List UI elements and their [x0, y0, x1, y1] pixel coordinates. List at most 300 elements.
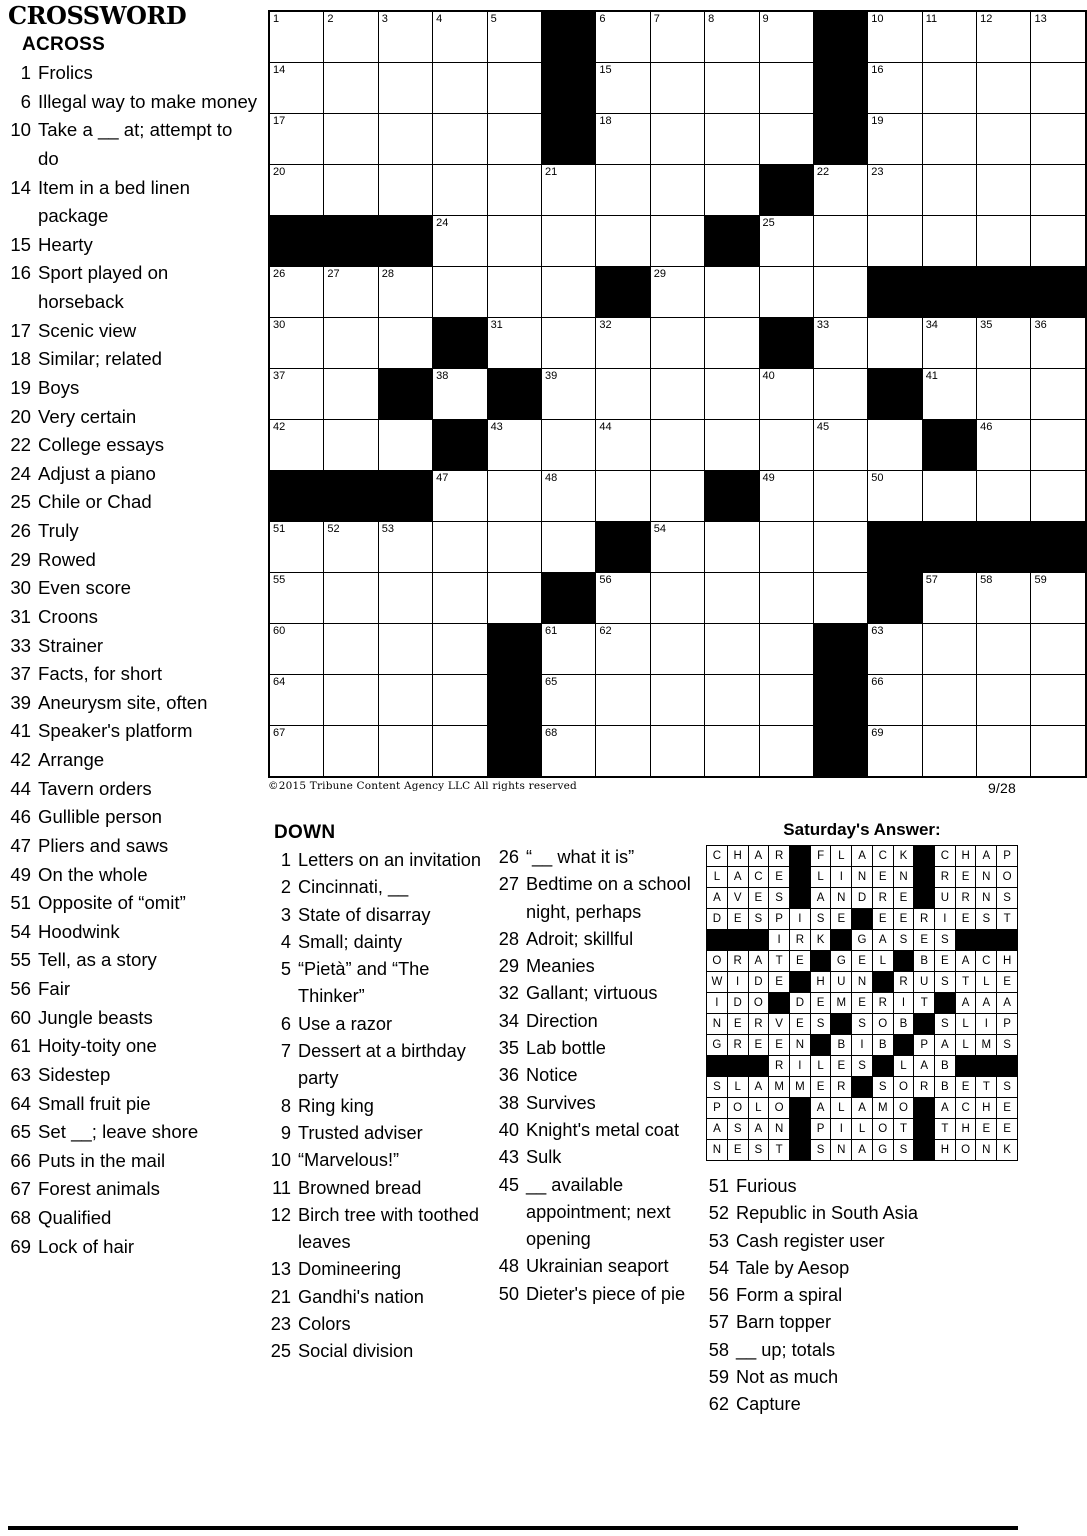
clue-text: Small; dainty: [298, 931, 403, 952]
clue-text: Birch tree with toothed leaves: [298, 1204, 479, 1253]
answer-cell: N: [831, 1140, 852, 1161]
grid-cell[interactable]: [759, 216, 813, 267]
clue-item: [706, 1228, 1018, 1255]
clue-item: [706, 1364, 1018, 1391]
grid-cell[interactable]: [922, 471, 976, 522]
grid-cell[interactable]: [378, 11, 432, 63]
grid-cell-number: 1: [273, 13, 280, 25]
clue-number: 13: [270, 1259, 291, 1280]
answer-cell: B: [935, 1077, 956, 1098]
across-clue-list: [8, 59, 258, 1261]
grid-cell[interactable]: [378, 573, 432, 624]
clue-item: [8, 59, 258, 88]
grid-cell-block: [922, 267, 976, 318]
grid-cell[interactable]: [868, 63, 922, 114]
grid-cell[interactable]: [922, 165, 976, 216]
grid-cell[interactable]: [1031, 114, 1086, 165]
clue-text: Form a spiral: [736, 1285, 843, 1306]
clue-text: Item in a bed linen package: [38, 176, 190, 227]
answer-cell: K: [810, 930, 831, 951]
answer-cell: E: [852, 951, 873, 972]
grid-cell[interactable]: [759, 420, 813, 471]
grid-row: [269, 318, 1086, 369]
grid-cell[interactable]: [650, 267, 704, 318]
answer-cell: S: [810, 1140, 831, 1161]
grid-cell[interactable]: [705, 11, 759, 63]
answer-cell: A: [707, 888, 728, 909]
grid-cell[interactable]: [977, 114, 1031, 165]
grid-cell[interactable]: [868, 318, 922, 369]
clue-number: 5: [280, 959, 291, 980]
grid-cell[interactable]: [922, 11, 976, 63]
grid-cell[interactable]: [487, 471, 541, 522]
grid-cell[interactable]: [324, 165, 378, 216]
grid-cell[interactable]: [378, 165, 432, 216]
grid-cell-number: 2: [327, 13, 334, 25]
grid-cell[interactable]: [759, 624, 813, 675]
answer-cell: O: [769, 1098, 790, 1119]
clue-number: 60: [10, 1006, 31, 1028]
grid-cell[interactable]: [269, 165, 324, 216]
grid-cell[interactable]: [977, 675, 1031, 726]
clue-text: Small fruit pie: [38, 1092, 151, 1114]
grid-cell[interactable]: [650, 522, 704, 573]
grid-cell[interactable]: [922, 624, 976, 675]
grid-cell[interactable]: [977, 165, 1031, 216]
clue-number: 26: [498, 847, 519, 867]
grid-cell[interactable]: [977, 726, 1031, 778]
grid-cell[interactable]: [487, 165, 541, 216]
grid-cell[interactable]: [433, 267, 487, 318]
grid-cell[interactable]: [650, 420, 704, 471]
grid-cell[interactable]: [922, 63, 976, 114]
grid-cell[interactable]: [269, 369, 324, 420]
grid-cell[interactable]: [705, 522, 759, 573]
answer-cell: S: [935, 972, 956, 993]
grid-cell[interactable]: [977, 318, 1031, 369]
clue-item: [268, 1093, 496, 1120]
answer-row: [707, 888, 1018, 909]
grid-cell[interactable]: [922, 726, 976, 778]
grid-cell-number: 30: [273, 319, 286, 331]
grid-cell[interactable]: [324, 267, 378, 318]
grid-cell[interactable]: [269, 573, 324, 624]
clue-text: Hearty: [38, 233, 93, 255]
grid-row: [269, 624, 1086, 675]
grid-cell[interactable]: [433, 471, 487, 522]
grid-cell[interactable]: [269, 11, 324, 63]
grid-cell[interactable]: [868, 216, 922, 267]
grid-cell-block: [868, 369, 922, 420]
grid-cell-number: 36: [1034, 319, 1047, 331]
grid-cell[interactable]: [596, 726, 650, 778]
grid-cell[interactable]: [541, 369, 595, 420]
grid-cell[interactable]: [813, 165, 867, 216]
grid-cell[interactable]: [650, 63, 704, 114]
grid-cell[interactable]: [977, 216, 1031, 267]
grid-cell[interactable]: [378, 267, 432, 318]
answer-cell: A: [810, 1098, 831, 1119]
answer-cell: A: [997, 993, 1018, 1014]
grid-cell[interactable]: [977, 420, 1031, 471]
grid-cell[interactable]: [705, 675, 759, 726]
grid-cell[interactable]: [378, 63, 432, 114]
answer-cell: O: [872, 1119, 893, 1140]
answer-cell: H: [810, 972, 831, 993]
grid-cell[interactable]: [378, 726, 432, 778]
grid-cell-block: [977, 522, 1031, 573]
answer-cell: L: [955, 1014, 976, 1035]
grid-cell[interactable]: [433, 726, 487, 778]
answer-cell: P: [810, 1119, 831, 1140]
grid-cell[interactable]: [705, 420, 759, 471]
grid-cell[interactable]: [759, 63, 813, 114]
grid-cell[interactable]: [650, 471, 704, 522]
grid-cell[interactable]: [324, 318, 378, 369]
answer-cell: C: [955, 1098, 976, 1119]
grid-cell[interactable]: [541, 420, 595, 471]
answer-cell: E: [955, 867, 976, 888]
grid-cell[interactable]: [813, 318, 867, 369]
grid-cell[interactable]: [1031, 165, 1086, 216]
grid-cell[interactable]: [759, 267, 813, 318]
grid-cell[interactable]: [433, 63, 487, 114]
grid-cell[interactable]: [868, 726, 922, 778]
grid-cell[interactable]: [650, 675, 704, 726]
clue-text: Bedtime on a school night, perhaps: [526, 874, 691, 922]
clue-item: [8, 1175, 258, 1204]
grid-cell[interactable]: [922, 114, 976, 165]
grid-cell[interactable]: [596, 420, 650, 471]
clue-number: 39: [10, 691, 31, 713]
grid-cell[interactable]: [1031, 573, 1086, 624]
grid-cell[interactable]: [1031, 471, 1086, 522]
grid-cell-block: [977, 267, 1031, 318]
grid-cell[interactable]: [433, 369, 487, 420]
grid-cell[interactable]: [813, 369, 867, 420]
grid-cell[interactable]: [705, 165, 759, 216]
grid-cell[interactable]: [324, 624, 378, 675]
grid-cell[interactable]: [1031, 216, 1086, 267]
clue-number: 10: [270, 1150, 291, 1171]
grid-cell[interactable]: [868, 165, 922, 216]
clue-number: 67: [10, 1178, 31, 1200]
grid-cell-number: 5: [490, 13, 497, 25]
grid-cell[interactable]: [324, 726, 378, 778]
grid-cell[interactable]: [596, 471, 650, 522]
grid-cell[interactable]: [759, 726, 813, 778]
answer-cell: L: [955, 1035, 976, 1056]
spacer: [496, 818, 696, 844]
grid-cell[interactable]: [759, 522, 813, 573]
grid-cell[interactable]: [541, 165, 595, 216]
answer-cell: O: [893, 1098, 914, 1119]
puzzle-grid[interactable]: [268, 10, 1087, 778]
grid-cell[interactable]: [378, 420, 432, 471]
grid-row: [269, 267, 1086, 318]
grid-cell[interactable]: [977, 63, 1031, 114]
grid-cell[interactable]: [487, 420, 541, 471]
grid-cell[interactable]: [269, 318, 324, 369]
clue-number: 26: [10, 520, 31, 541]
grid-cell[interactable]: [922, 369, 976, 420]
grid-cell[interactable]: [433, 675, 487, 726]
grid-cell[interactable]: [269, 522, 324, 573]
grid-cell[interactable]: [487, 216, 541, 267]
grid-cell[interactable]: [977, 11, 1031, 63]
answer-cell: L: [976, 972, 997, 993]
grid-cell[interactable]: [977, 471, 1031, 522]
grid-cell[interactable]: [650, 726, 704, 778]
grid-cell[interactable]: [650, 624, 704, 675]
grid-cell[interactable]: [705, 318, 759, 369]
grid-cell[interactable]: [596, 675, 650, 726]
grid-cell[interactable]: [650, 11, 704, 63]
grid-cell[interactable]: [922, 675, 976, 726]
answer-cell: H: [935, 1140, 956, 1161]
grid-cell[interactable]: [1031, 318, 1086, 369]
grid-cell[interactable]: [541, 318, 595, 369]
clue-item: [268, 1256, 496, 1283]
grid-cell-number: 17: [273, 115, 286, 127]
grid-cell[interactable]: [759, 369, 813, 420]
grid-cell[interactable]: [922, 318, 976, 369]
grid-cell[interactable]: [269, 267, 324, 318]
clue-number: 1: [20, 62, 31, 83]
grid-cell[interactable]: [705, 573, 759, 624]
grid-cell[interactable]: [324, 522, 378, 573]
answer-cell-block: [997, 1056, 1018, 1077]
grid-cell[interactable]: [650, 165, 704, 216]
clue-item: [8, 717, 258, 746]
grid-cell[interactable]: [868, 420, 922, 471]
grid-cell[interactable]: [541, 471, 595, 522]
grid-cell-number: 61: [544, 625, 558, 637]
grid-cell[interactable]: [324, 114, 378, 165]
clue-number: 21: [270, 1286, 291, 1307]
grid-cell[interactable]: [324, 420, 378, 471]
clue-text: Knight's metal coat: [526, 1119, 680, 1140]
grid-cell[interactable]: [759, 573, 813, 624]
grid-cell[interactable]: [269, 114, 324, 165]
answer-cell: B: [935, 1056, 956, 1077]
clue-text: __ up; totals: [736, 1339, 836, 1360]
grid-cell[interactable]: [705, 63, 759, 114]
grid-cell[interactable]: [813, 522, 867, 573]
grid-cell[interactable]: [868, 624, 922, 675]
grid-cell[interactable]: [324, 369, 378, 420]
answer-cell: F: [810, 846, 831, 867]
grid-cell-block: [324, 471, 378, 522]
grid-cell[interactable]: [1031, 675, 1086, 726]
grid-cell[interactable]: [596, 114, 650, 165]
grid-cell[interactable]: [324, 675, 378, 726]
answer-cell-block: [914, 867, 935, 888]
copyright-text: ©2015 Tribune Content Agency LLC All rights reserved: [268, 780, 577, 792]
grid-cell[interactable]: [705, 267, 759, 318]
grid-cell-block: [813, 624, 867, 675]
grid-cell[interactable]: [813, 216, 867, 267]
clue-number: 46: [10, 806, 31, 828]
grid-cell[interactable]: [977, 624, 1031, 675]
clue-text: Survives: [526, 1092, 596, 1113]
clue-number: 52: [708, 1203, 729, 1224]
grid-cell[interactable]: [1031, 420, 1086, 471]
grid-cell[interactable]: [1031, 726, 1086, 778]
grid-cell[interactable]: [487, 318, 541, 369]
clue-item: [268, 847, 496, 874]
grid-cell[interactable]: [813, 420, 867, 471]
grid-cell[interactable]: [813, 471, 867, 522]
grid-cell[interactable]: [1031, 63, 1086, 114]
grid-cell[interactable]: [324, 63, 378, 114]
grid-cell[interactable]: [596, 369, 650, 420]
grid-cell[interactable]: [487, 11, 541, 63]
answer-cell: A: [727, 867, 748, 888]
clue-number: 6: [280, 1013, 291, 1034]
grid-cell-block: [487, 675, 541, 726]
grid-cell[interactable]: [541, 267, 595, 318]
grid-cell[interactable]: [541, 216, 595, 267]
clue-number: 20: [10, 405, 31, 427]
grid-cell[interactable]: [868, 471, 922, 522]
grid-cell[interactable]: [324, 11, 378, 63]
grid-cell[interactable]: [378, 624, 432, 675]
clue-number: 66: [10, 1149, 31, 1171]
answer-cell: G: [831, 951, 852, 972]
grid-cell[interactable]: [596, 63, 650, 114]
clue-number: 2: [280, 877, 291, 898]
grid-cell[interactable]: [541, 726, 595, 778]
clue-number: 56: [708, 1285, 729, 1306]
grid-cell[interactable]: [759, 114, 813, 165]
answer-cell: R: [914, 909, 935, 930]
clue-item: [268, 1038, 496, 1093]
grid-cell[interactable]: [378, 114, 432, 165]
grid-cell[interactable]: [759, 11, 813, 63]
grid-cell[interactable]: [977, 369, 1031, 420]
grid-cell[interactable]: [650, 573, 704, 624]
grid-cell[interactable]: [596, 318, 650, 369]
grid-cell[interactable]: [650, 114, 704, 165]
grid-cell[interactable]: [977, 573, 1031, 624]
grid-cell[interactable]: [868, 114, 922, 165]
grid-cell[interactable]: [378, 675, 432, 726]
grid-cell[interactable]: [433, 165, 487, 216]
clue-text: Aneurysm site, often: [38, 691, 208, 713]
grid-cell[interactable]: [487, 63, 541, 114]
grid-cell[interactable]: [433, 522, 487, 573]
answer-cell: E: [748, 1035, 769, 1056]
answer-cell-block: [955, 930, 976, 951]
grid-cell-block: [1031, 267, 1086, 318]
grid-cell[interactable]: [759, 471, 813, 522]
answer-row: [707, 930, 1018, 951]
answer-cell: I: [831, 867, 852, 888]
grid-cell[interactable]: [650, 369, 704, 420]
grid-cell-block: [813, 726, 867, 778]
grid-cell[interactable]: [433, 114, 487, 165]
grid-cell[interactable]: [269, 624, 324, 675]
grid-cell[interactable]: [541, 624, 595, 675]
answer-cell: O: [872, 1014, 893, 1035]
grid-cell[interactable]: [705, 114, 759, 165]
answer-cell: T: [769, 951, 790, 972]
clue-item: [496, 1117, 696, 1144]
grid-cell[interactable]: [269, 420, 324, 471]
answer-cell: N: [769, 1119, 790, 1140]
grid-cell[interactable]: [541, 522, 595, 573]
clue-text: Colors: [298, 1314, 351, 1335]
grid-cell[interactable]: [324, 573, 378, 624]
grid-cell[interactable]: [868, 11, 922, 63]
grid-cell[interactable]: [487, 267, 541, 318]
grid-cell[interactable]: [650, 216, 704, 267]
grid-cell-number: 45: [816, 421, 830, 433]
answer-cell: T: [976, 1077, 997, 1098]
clue-text: College essays: [38, 434, 165, 456]
clue-item: [268, 956, 496, 1011]
grid-cell[interactable]: [378, 318, 432, 369]
grid-cell[interactable]: [541, 675, 595, 726]
grid-cell-number: 60: [273, 625, 286, 637]
grid-cell-block: [541, 11, 595, 63]
grid-cell[interactable]: [596, 573, 650, 624]
grid-cell[interactable]: [922, 573, 976, 624]
answer-cell: N: [852, 972, 873, 993]
grid-cell[interactable]: [596, 165, 650, 216]
grid-cell[interactable]: [922, 216, 976, 267]
answer-cell: R: [789, 930, 810, 951]
grid-cell[interactable]: [269, 63, 324, 114]
grid-cell[interactable]: [1031, 369, 1086, 420]
grid-cell[interactable]: [269, 675, 324, 726]
grid-cell[interactable]: [868, 675, 922, 726]
grid-cell[interactable]: [433, 624, 487, 675]
grid-cell[interactable]: [487, 522, 541, 573]
grid-cell[interactable]: [705, 726, 759, 778]
grid-cell[interactable]: [269, 726, 324, 778]
grid-cell[interactable]: [650, 318, 704, 369]
grid-cell[interactable]: [813, 573, 867, 624]
answer-row: [707, 1098, 1018, 1119]
grid-cell[interactable]: [705, 369, 759, 420]
grid-cell[interactable]: [596, 11, 650, 63]
grid-cell-number: 47: [436, 472, 449, 484]
grid-cell[interactable]: [813, 267, 867, 318]
grid-cell[interactable]: [759, 675, 813, 726]
answer-cell: T: [997, 909, 1018, 930]
answer-cell-block: [997, 930, 1018, 951]
grid-cell[interactable]: [433, 11, 487, 63]
grid-cell[interactable]: [596, 624, 650, 675]
grid-cell[interactable]: [1031, 11, 1086, 63]
grid-cell[interactable]: [596, 216, 650, 267]
answer-cell-block: [955, 1056, 976, 1077]
answer-cell-block: [914, 846, 935, 867]
grid-cell[interactable]: [433, 216, 487, 267]
answer-cell: A: [914, 1056, 935, 1077]
grid-cell[interactable]: [433, 573, 487, 624]
grid-cell[interactable]: [1031, 624, 1086, 675]
answer-cell: R: [955, 888, 976, 909]
grid-cell[interactable]: [487, 573, 541, 624]
grid-cell[interactable]: [378, 522, 432, 573]
grid-cell[interactable]: [705, 624, 759, 675]
grid-cell[interactable]: [487, 114, 541, 165]
answer-cell: S: [810, 1014, 831, 1035]
clue-number: 17: [10, 319, 31, 341]
